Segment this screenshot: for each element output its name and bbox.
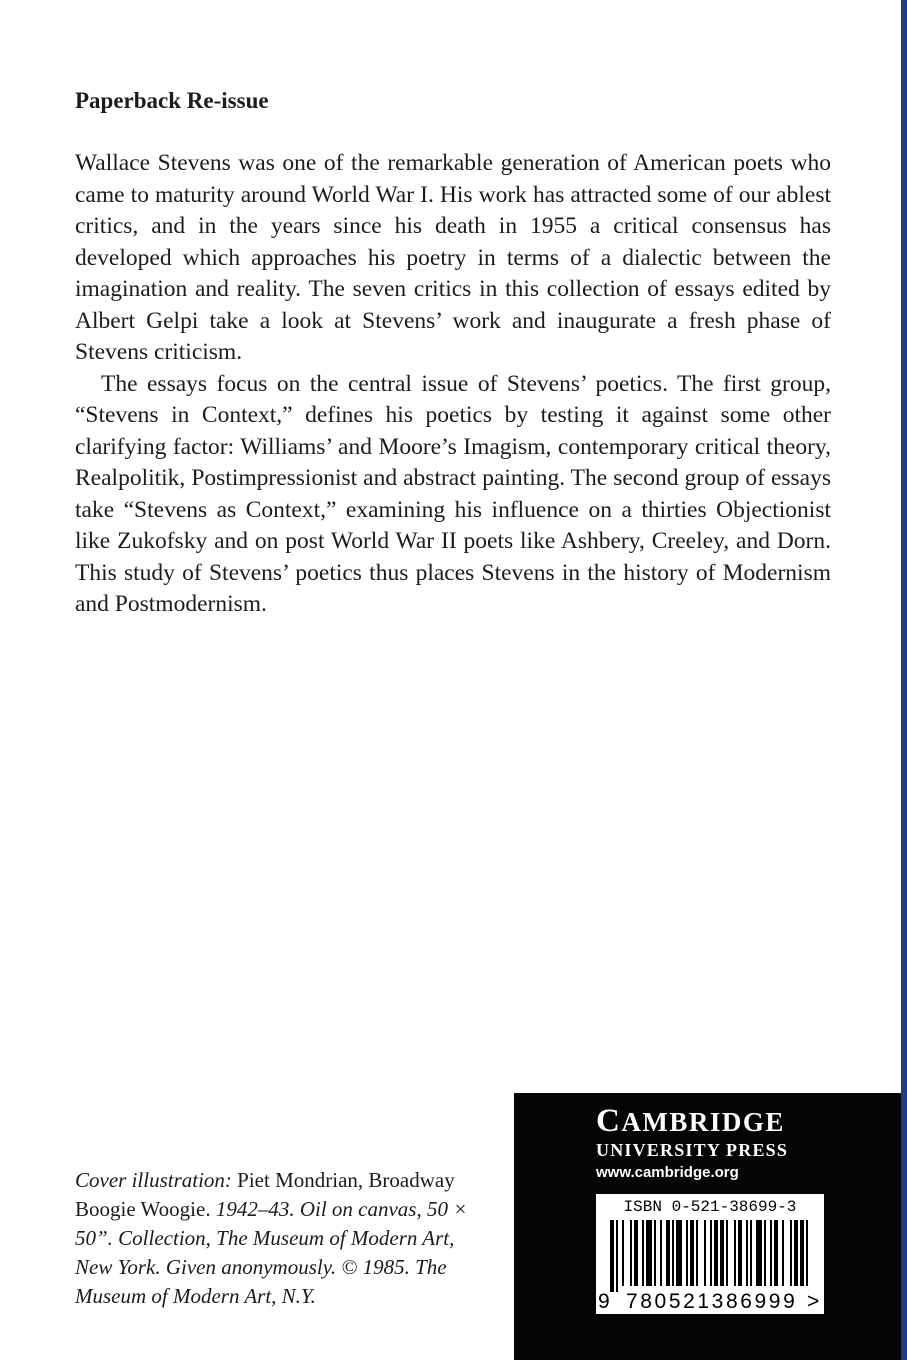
barcode-bar	[696, 1220, 698, 1286]
barcode-bars	[610, 1220, 810, 1292]
barcode-bar	[782, 1220, 784, 1286]
barcode-bar	[746, 1220, 748, 1286]
barcode-bar	[666, 1220, 670, 1286]
barcode-bar	[634, 1220, 638, 1286]
barcode-bar	[630, 1220, 632, 1286]
section-heading: Paperback Re-issue	[75, 88, 269, 113]
barcode-bar	[710, 1220, 712, 1286]
barcode-bar	[610, 1220, 614, 1292]
barcode-bar	[806, 1220, 808, 1286]
barcode-bar	[672, 1220, 674, 1286]
isbn-label: ISBN 0-521-38699-3	[623, 1198, 797, 1216]
cover-credit-artwork: Piet Mondrian, Broadway Boogie Woogie.	[75, 1168, 455, 1221]
cover-credit-details: 1942–43. Oil on canvas, 50 × 50”. Collection, The Museum of Modern Art, New York. Given anonymously. © 1985. The Museum of Modern Art, N.Y.	[75, 1197, 468, 1308]
barcode-bar	[734, 1220, 736, 1286]
barcode-bar	[800, 1220, 804, 1286]
publisher-subtitle: UNIVERSITY PRESS	[596, 1140, 789, 1160]
barcode-bar	[686, 1220, 688, 1286]
barcode-bar	[676, 1220, 682, 1286]
cover-credit-label: Cover illustration:	[75, 1168, 232, 1192]
paragraph-2: The essays focus on the central issue of Stevens’ poetics. The first group, “Stevens in Context,” defines his poetics by testing it against some other clarifying factor: Williams’ and Moore’s Imagism, contemporary critical theory, Realpolitik, Postimpressionist and abstract painting. The second group of essays take “Stevens as Context,” examining his influence on a thirties Objectionist like Zukofsky and on post World War II poets like Ashbery, Creeley, and Dorn. This study of Stevens’ poetics thus places Stevens in the history of Modernism and Postmodernism.	[75, 370, 831, 617]
barcode-bar	[726, 1220, 728, 1286]
description-body	[75, 148, 831, 621]
ean-quiet-arrow: >	[807, 1290, 820, 1313]
cover-edge-strip	[901, 0, 907, 1360]
barcode-bar	[690, 1220, 694, 1286]
barcode-bar	[704, 1220, 706, 1286]
barcode-bar	[654, 1220, 656, 1286]
publisher-url: www.cambridge.org	[596, 1164, 739, 1181]
barcode-bar	[642, 1220, 644, 1286]
barcode-bar	[750, 1220, 752, 1286]
ean-first-digit: 9	[598, 1290, 610, 1313]
barcode-bar	[738, 1220, 742, 1286]
paragraph-1: Wallace Stevens was one of the remarkable generation of American poets who came to maturity around World War I. His work has attracted some of our ablest critics, and in the years since his death in 1955 a critical consensus has developed which approaches his poetry in terms of a dialectic between the imagination and reality. The seven critics in this collection of essays edited by Albert Gelpi take a look at Stevens’ work and inaugurate a fresh phase of Stevens criticism.	[75, 150, 831, 365]
barcode-bar	[660, 1220, 662, 1286]
publisher-name-rest: AMBRIDGE	[621, 1107, 785, 1137]
barcode-bar	[714, 1220, 718, 1286]
barcode-bar	[622, 1220, 624, 1286]
barcode-bar	[794, 1220, 798, 1286]
cover-credit	[75, 1166, 495, 1311]
publisher-name	[596, 1101, 785, 1142]
barcode-bar	[616, 1220, 618, 1292]
barcode-bar	[720, 1220, 724, 1286]
barcode-bar	[770, 1220, 772, 1286]
publisher-block	[514, 1093, 901, 1360]
ean-digits-main: 780521386999	[626, 1290, 798, 1313]
barcode-bar	[756, 1220, 762, 1286]
barcode-bar	[764, 1220, 766, 1286]
publisher-name-initial: C	[596, 1103, 622, 1139]
barcode-bar	[790, 1220, 792, 1286]
barcode-bar	[646, 1220, 652, 1286]
barcode-bar	[774, 1220, 778, 1286]
barcode-box	[596, 1194, 824, 1314]
